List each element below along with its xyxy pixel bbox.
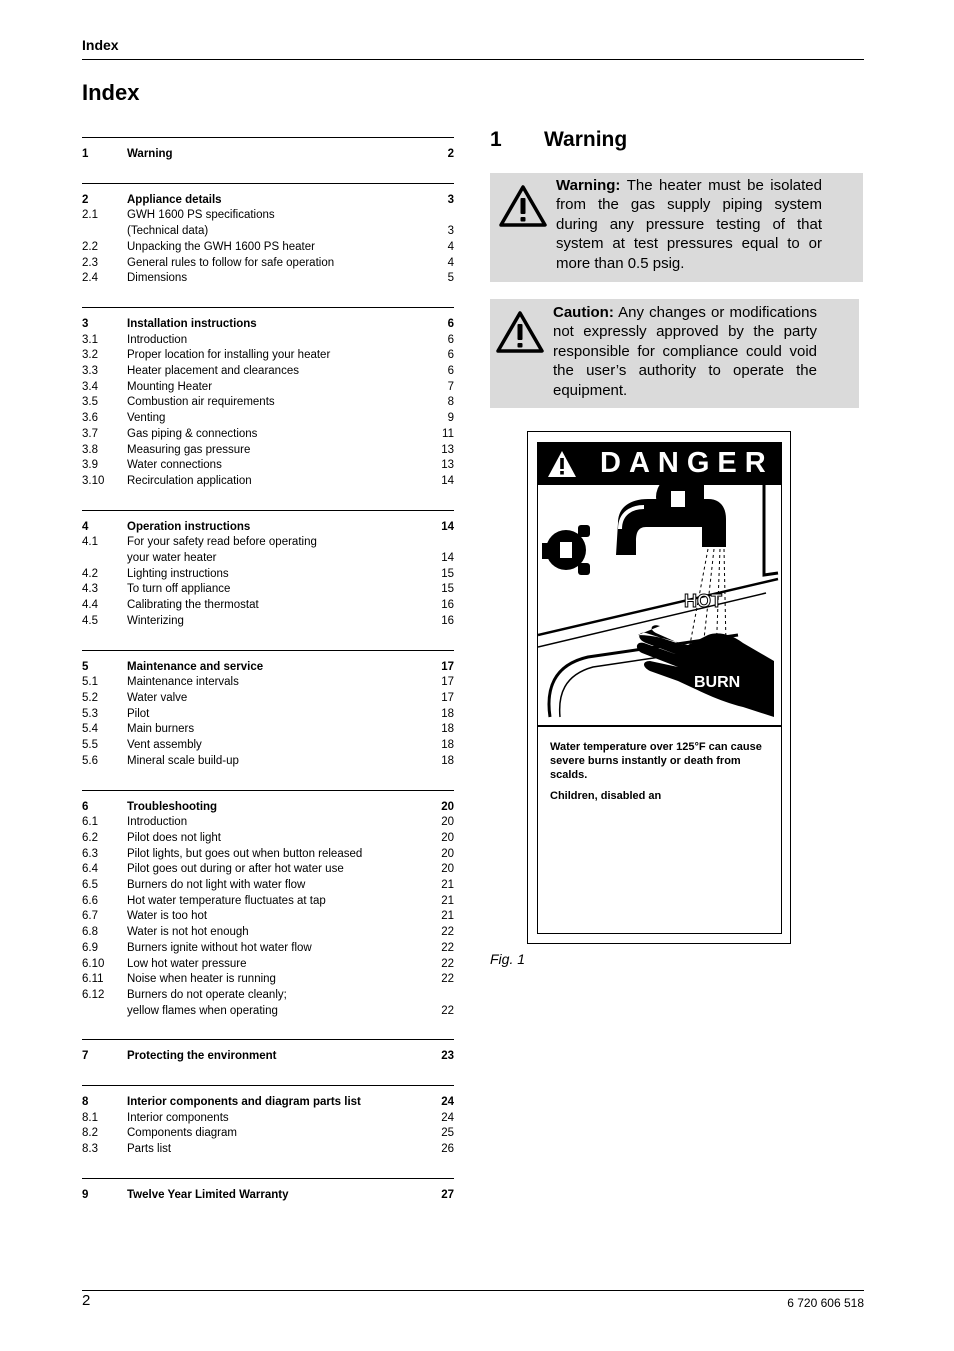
toc-item-row — [82, 1111, 454, 1127]
toc-page: 20 — [441, 847, 454, 860]
toc-item-row — [82, 972, 454, 988]
toc-number: 3.1 — [82, 333, 98, 346]
toc-number: 6.12 — [82, 988, 105, 1001]
toc-title: Gas piping & connections — [127, 427, 258, 440]
hot-word: HOT — [684, 591, 722, 611]
warning-text: The heater must be isolated from the gas supply piping system during any pressure testing of that system at test pressures equal to or more than 0.5 psig. — [556, 177, 822, 272]
toc-number: 3 — [82, 317, 89, 330]
toc-number: 4.1 — [82, 536, 98, 549]
toc-page: 22 — [441, 1004, 454, 1017]
section-number: 1 — [490, 128, 502, 151]
toc-page — [424, 208, 454, 224]
caution-box — [490, 299, 859, 408]
toc-page: 24 — [441, 1111, 454, 1124]
toc-number: 5.1 — [82, 676, 98, 689]
toc-item-row — [82, 427, 454, 443]
toc-number: 6 — [82, 800, 89, 813]
toc-page: 17 — [441, 660, 454, 673]
toc-page: 23 — [441, 1050, 454, 1063]
toc-page: 22 — [441, 926, 454, 939]
toc-page: 16 — [441, 599, 454, 612]
toc-number: 5.4 — [82, 723, 98, 736]
toc-page: 18 — [441, 739, 454, 752]
toc-page: 20 — [441, 816, 454, 829]
toc-title: To turn off appliance — [127, 583, 231, 596]
warning-box — [490, 173, 863, 282]
toc-page: 20 — [441, 831, 454, 844]
toc-number: 5.2 — [82, 691, 98, 704]
toc-number: 3.8 — [82, 443, 98, 456]
warning-label: Warning: — [556, 177, 621, 194]
toc-number: 2.3 — [82, 256, 98, 269]
toc-number: 8.2 — [82, 1127, 98, 1140]
toc-number: 6.1 — [82, 816, 98, 829]
toc-item-row — [82, 614, 454, 630]
toc-page: 20 — [441, 800, 454, 813]
toc-number: 3.6 — [82, 412, 98, 425]
section-heading — [490, 128, 627, 152]
toc-title: Protecting the environment — [127, 1050, 277, 1063]
toc-number: 1 — [82, 148, 89, 160]
toc-title: Dimensions — [127, 272, 188, 285]
toc-title: Main burners — [127, 723, 195, 736]
toc-title: Water valve — [127, 691, 188, 704]
toc-item-row — [82, 894, 454, 910]
table-of-contents — [82, 137, 454, 1224]
document-number: 6 720 606 518 — [787, 1296, 864, 1310]
toc-page: 4 — [447, 240, 454, 253]
toc-section — [82, 137, 454, 183]
toc-title: Noise when heater is running — [127, 973, 276, 986]
toc-number: 8.1 — [82, 1111, 98, 1124]
toc-section-row — [82, 1095, 454, 1111]
toc-page: 11 — [442, 427, 454, 440]
warning-text-block — [556, 176, 822, 273]
toc-number: 6.9 — [82, 941, 98, 954]
toc-title: Burners do not light with water flow — [127, 879, 306, 892]
toc-number: 6.4 — [82, 863, 98, 876]
toc-number: 3.3 — [82, 365, 98, 378]
toc-item-row — [82, 582, 454, 598]
toc-item-row — [82, 691, 454, 707]
toc-title: Burners ignite without hot water flow — [127, 941, 312, 954]
toc-page: 20 — [441, 863, 454, 876]
toc-page: 18 — [441, 754, 454, 767]
toc-item-row — [82, 1142, 454, 1158]
toc-section-row — [82, 1049, 454, 1065]
toc-page: 9 — [447, 412, 454, 425]
toc-section — [82, 183, 454, 307]
toc-item-row — [82, 815, 454, 831]
toc-number: 6.3 — [82, 847, 98, 860]
danger-header-bar — [538, 443, 781, 485]
toc-number: 3.5 — [82, 396, 98, 409]
danger-label-figure — [527, 431, 791, 944]
toc-page: 3 — [447, 225, 454, 238]
toc-title: Installation instructions — [127, 317, 257, 330]
toc-title: Vent assembly — [127, 739, 202, 752]
toc-title: Mineral scale build-up — [127, 754, 239, 767]
footer-rule — [82, 1290, 864, 1291]
toc-title: Winterizing — [127, 614, 184, 627]
caution-text-block — [553, 303, 817, 400]
toc-number: 4.5 — [82, 614, 98, 627]
toc-number: 6.7 — [82, 910, 98, 923]
toc-item-row — [82, 380, 454, 396]
toc-item-row — [82, 458, 454, 474]
toc-title: Low hot water pressure — [127, 957, 247, 970]
toc-section — [82, 1085, 454, 1178]
toc-page: 25 — [441, 1127, 454, 1140]
toc-number: 5.5 — [82, 739, 98, 752]
toc-page: 15 — [441, 567, 454, 580]
toc-title: your water heater — [127, 552, 217, 565]
toc-title: For your safety read before operating — [127, 536, 317, 549]
toc-title: Pilot lights, but goes out when button released — [127, 847, 363, 860]
toc-title: (Technical data) — [127, 225, 209, 238]
toc-title: Introduction — [127, 816, 188, 829]
toc-item-row — [82, 754, 454, 770]
toc-page: 21 — [441, 879, 454, 892]
toc-item-row — [82, 411, 454, 427]
toc-title: Water is not hot enough — [127, 926, 249, 939]
toc-number: 2.4 — [82, 272, 98, 285]
toc-item-row — [82, 738, 454, 754]
toc-title: Water is too hot — [127, 910, 208, 923]
toc-page — [424, 535, 454, 551]
hand-illustration — [637, 625, 774, 717]
toc-section-row — [82, 1188, 454, 1204]
toc-item-row — [82, 988, 454, 1004]
toc-title: Interior components — [127, 1111, 229, 1124]
toc-page: 22 — [441, 941, 454, 954]
toc-item-row — [82, 909, 454, 925]
toc-title: Interior components and diagram parts list — [127, 1096, 361, 1109]
toc-item-row — [82, 271, 454, 287]
toc-number: 3.4 — [82, 380, 98, 393]
danger-divider — [538, 725, 781, 727]
toc-item-row — [82, 333, 454, 349]
toc-title: Pilot does not light — [127, 831, 221, 844]
toc-page: 18 — [441, 723, 454, 736]
toc-number: 6.10 — [82, 957, 105, 970]
toc-item-row — [82, 240, 454, 256]
toc-number: 9 — [82, 1188, 89, 1201]
section-title: Warning — [544, 128, 628, 151]
toc-title: Unpacking the GWH 1600 PS heater — [127, 240, 315, 253]
toc-title: Warning — [127, 148, 173, 160]
toc-number: 6.5 — [82, 879, 98, 892]
toc-item-row — [82, 1126, 454, 1142]
toc-page: 15 — [441, 583, 454, 596]
toc-number — [82, 224, 127, 240]
toc-page: 13 — [441, 459, 454, 472]
toc-page: 4 — [447, 256, 454, 269]
toc-item-row — [82, 474, 454, 490]
toc-title: Introduction — [127, 333, 188, 346]
danger-triangle-icon — [546, 449, 578, 479]
toc-page: 16 — [441, 614, 454, 627]
warning-triangle-icon — [498, 184, 548, 228]
toc-item-row — [82, 1004, 454, 1020]
toc-title: Maintenance and service — [127, 660, 264, 673]
toc-title: Pilot goes out during or after hot water use — [127, 863, 344, 876]
toc-item-row — [82, 862, 454, 878]
toc-section-row — [82, 520, 454, 536]
toc-title: Mounting Heater — [127, 380, 213, 393]
toc-number: 8.3 — [82, 1143, 98, 1156]
toc-number: 5.6 — [82, 754, 98, 767]
toc-section — [82, 510, 454, 650]
toc-page: 6 — [447, 317, 454, 330]
toc-item-row — [82, 675, 454, 691]
danger-label — [537, 442, 782, 934]
toc-section — [82, 307, 454, 510]
toc-page: 8 — [447, 396, 454, 409]
toc-page: 6 — [447, 365, 454, 378]
toc-number: 4 — [82, 520, 89, 533]
toc-number: 6.2 — [82, 831, 98, 844]
toc-item-row — [82, 847, 454, 863]
toc-title: Pilot — [127, 707, 150, 720]
danger-text-line-2: Children, disabled an — [550, 790, 662, 802]
toc-number: 2.2 — [82, 240, 98, 253]
toc-title: General rules to follow for safe operation — [127, 256, 335, 269]
toc-title: Calibrating the thermostat — [127, 599, 259, 612]
toc-number: 6.11 — [82, 973, 104, 986]
toc-section — [82, 1178, 454, 1224]
toc-item-row — [82, 224, 454, 240]
toc-section-row — [82, 317, 454, 333]
toc-title: Combustion air requirements — [127, 396, 275, 409]
toc-number: 7 — [82, 1050, 89, 1063]
toc-title: Hot water temperature fluctuates at tap — [127, 894, 326, 907]
toc-page: 22 — [441, 957, 454, 970]
toc-title: Parts list — [127, 1143, 172, 1156]
toc-section-row — [82, 193, 454, 209]
toc-number: 8 — [82, 1096, 89, 1109]
toc-number: 5 — [82, 660, 89, 673]
toc-number — [82, 551, 127, 567]
caution-label: Caution: — [553, 304, 614, 321]
toc-item-row — [82, 395, 454, 411]
toc-title: Burners do not operate cleanly; — [127, 988, 287, 1001]
toc-page: 7 — [447, 380, 454, 393]
toc-item-row — [82, 535, 454, 551]
toc-section-row — [82, 147, 454, 163]
toc-number: 4.4 — [82, 599, 98, 612]
toc-item-row — [82, 598, 454, 614]
toc-title: Water connections — [127, 459, 222, 472]
toc-number: 3.9 — [82, 459, 98, 472]
toc-title: Troubleshooting — [127, 800, 218, 813]
caution-text: Any changes or modifications not expressly approved by the party responsible for compliance could void the user’s authority to operate the equipment. — [553, 304, 817, 399]
toc-item-row — [82, 208, 454, 224]
toc-title: GWH 1600 PS specifications — [127, 209, 275, 222]
toc-item-row — [82, 348, 454, 364]
page-title: Index — [82, 80, 140, 105]
toc-item-row — [82, 878, 454, 894]
toc-page: 14 — [441, 552, 454, 565]
toc-title: Maintenance intervals — [127, 676, 239, 689]
toc-section-row — [82, 800, 454, 816]
toc-page: 17 — [441, 691, 454, 704]
toc-section-row — [82, 660, 454, 676]
toc-page: 5 — [447, 272, 454, 285]
toc-item-row — [82, 831, 454, 847]
toc-title: Recirculation application — [127, 474, 252, 487]
toc-page: 21 — [441, 910, 454, 923]
toc-number: 4.2 — [82, 567, 98, 580]
toc-page: 6 — [447, 333, 454, 346]
figure-caption: Fig. 1 — [490, 951, 526, 967]
toc-title: Venting — [127, 412, 166, 425]
toc-number: 4.3 — [82, 583, 98, 596]
toc-page: 22 — [441, 973, 454, 986]
toc-number — [82, 1004, 127, 1020]
toc-title: Appliance details — [127, 193, 222, 206]
toc-number: 6.8 — [82, 926, 98, 939]
toc-page: 6 — [447, 349, 454, 362]
toc-page: 17 — [441, 676, 454, 689]
toc-item-row — [82, 443, 454, 459]
toc-page — [424, 988, 454, 1004]
toc-section — [82, 790, 454, 1040]
toc-page: 2 — [447, 148, 454, 160]
toc-page: 14 — [441, 474, 454, 487]
toc-number: 2 — [82, 193, 89, 206]
danger-text — [550, 740, 775, 810]
toc-page: 18 — [441, 707, 454, 720]
header-rule — [82, 59, 864, 60]
toc-title: yellow flames when operating — [127, 1004, 278, 1017]
toc-title: Operation instructions — [127, 520, 251, 533]
hot-water-tap-illustration — [538, 485, 782, 725]
toc-item-row — [82, 925, 454, 941]
toc-number: 2.1 — [82, 209, 98, 222]
caution-triangle-icon — [495, 310, 545, 354]
toc-page: 14 — [441, 520, 454, 533]
toc-number: 3.10 — [82, 474, 105, 487]
toc-number: 3.7 — [82, 427, 98, 440]
toc-title: Twelve Year Limited Warranty — [127, 1188, 289, 1201]
burn-word: BURN — [694, 674, 741, 691]
valve-handle-icon — [542, 525, 590, 575]
page-number: 2 — [82, 1292, 91, 1309]
running-header: Index — [82, 37, 119, 53]
toc-number: 3.2 — [82, 349, 98, 362]
toc-page: 24 — [441, 1096, 454, 1109]
toc-item-row — [82, 957, 454, 973]
toc-page: 3 — [447, 193, 454, 206]
toc-section — [82, 650, 454, 790]
toc-item-row — [82, 567, 454, 583]
toc-title: Lighting instructions — [127, 567, 229, 580]
toc-page: 26 — [441, 1143, 454, 1156]
toc-item-row — [82, 364, 454, 380]
danger-text-line-1: Water temperature over 125°F can cause severe burns instantly or death from scalds. — [550, 741, 762, 781]
toc-item-row — [82, 941, 454, 957]
toc-title: Measuring gas pressure — [127, 443, 251, 456]
toc-title: Proper location for installing your heater — [127, 349, 331, 362]
toc-page: 13 — [441, 443, 454, 456]
toc-item-row — [82, 551, 454, 567]
toc-number: 5.3 — [82, 707, 98, 720]
toc-item-row — [82, 256, 454, 272]
toc-item-row — [82, 722, 454, 738]
toc-title: Components diagram — [127, 1127, 237, 1140]
danger-heading: DANGER — [600, 447, 774, 479]
toc-section — [82, 1039, 454, 1085]
toc-page: 21 — [441, 894, 454, 907]
toc-page: 27 — [441, 1188, 454, 1201]
toc-number: 6.6 — [82, 894, 98, 907]
toc-item-row — [82, 707, 454, 723]
toc-title: Heater placement and clearances — [127, 365, 299, 378]
